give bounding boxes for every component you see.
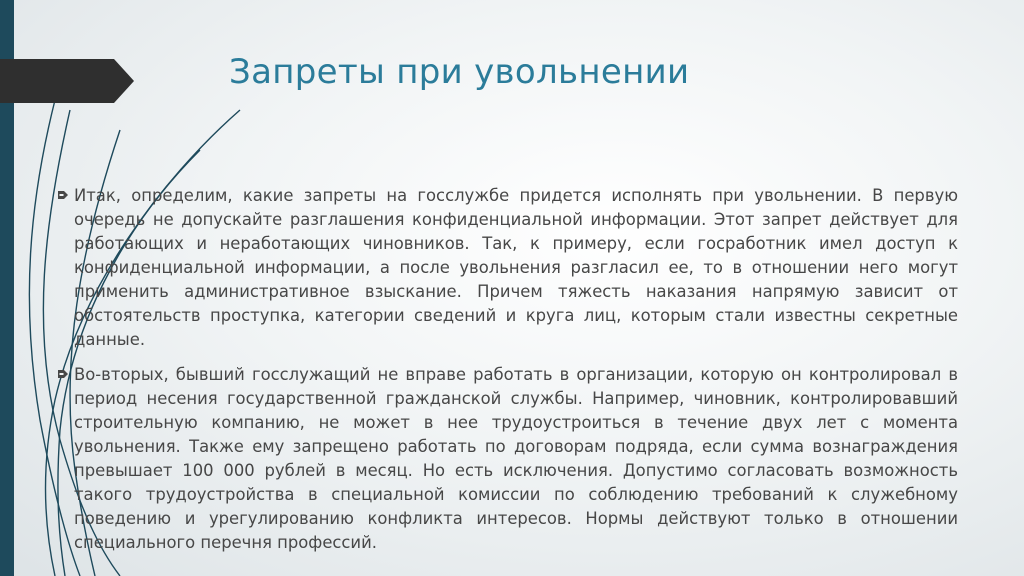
bullet-paragraph-2 bbox=[58, 363, 958, 555]
arrow-bullet-icon bbox=[58, 369, 68, 379]
title-arrow-shape bbox=[0, 59, 136, 103]
slide-body bbox=[58, 184, 958, 566]
arrow-bullet-icon bbox=[58, 190, 68, 200]
slide-title: Запреты при увольнении bbox=[229, 52, 690, 92]
bullet-paragraph-1 bbox=[58, 184, 958, 352]
bullet-text-1: Итак, определим, какие запреты на госслужбе придется исполнять при увольнении. В первую очередь не допускайте разглашения конфиденциальной информации. Этот запрет действует для работающих и неработающих чиновников. Так, к примеру, если госработник имел доступ к конфиденциальной информации, а после увольнения разгласил ее, то в отношении него могут применить административное взыскание. Причем тяжесть наказания напрямую зависит от обстоятельств проступка, категории сведений и круга лиц, которым стали известны секретные данные. bbox=[74, 186, 958, 349]
bullet-text-2: Во-вторых, бывший госслужащий не вправе работать в организации, которую он контролировал в период несения государственной гражданской службы. Например, чиновник, контролировавший строительную компанию, не может в нее трудоустроиться в течение двух лет с момента увольнения. Также ему запрещено работать по договорам подряда, если сумма вознаграждения превышает 100 000 рублей в месяц. Но есть исключения. Допустимо согласовать возможность такого трудоустройства в специальной комиссии по соблюдению требований к служебному поведению и урегулированию конфликта интересов. Нормы действуют только в отношении специального перечня профессий. bbox=[74, 365, 958, 552]
